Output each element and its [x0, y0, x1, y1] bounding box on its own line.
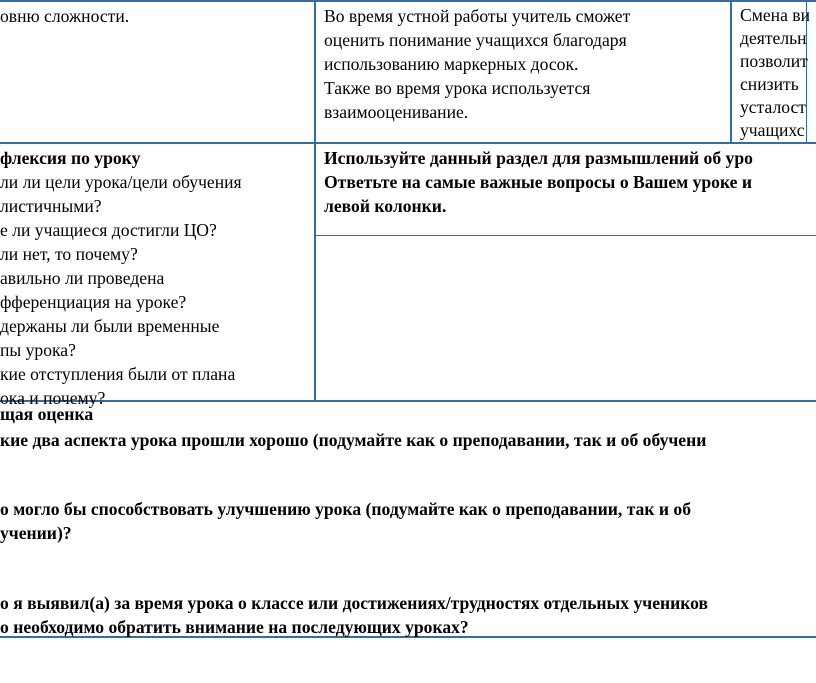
row1-right-line: усталост: [740, 97, 806, 117]
reflection-question-line: ока и почему?: [0, 388, 106, 408]
reflection-inner-divider: [316, 235, 816, 236]
summary-question-line: учении)?: [0, 523, 72, 543]
reflection-instruction-line: Ответьте на самые важные вопросы о Вашем уроке и: [324, 172, 753, 192]
row1-right-line: деятельн: [740, 28, 807, 48]
row1-middle-line: Также во время урока используется: [324, 78, 591, 98]
row1-left-line: овню сложности.: [0, 6, 130, 26]
row1-middle-line: оценить понимание учащихся благодаря: [324, 30, 627, 50]
row1-right-line: позволит: [740, 51, 808, 71]
reflection-question-line: фференциация на уроке?: [0, 292, 187, 312]
summary-question-line: о могло бы способствовать улучшению урока (подумайте как о преподавании, так и об: [0, 499, 692, 519]
reflection-question-line: пы урока?: [0, 340, 76, 360]
reflection-questions-cell: [0, 146, 242, 410]
table-border-row1-bottom: [0, 142, 816, 144]
summary-question-2: [0, 497, 691, 545]
row1-right-line: Смена ви: [740, 5, 811, 25]
reflection-question-line: е ли учащиеся достигли ЦО?: [0, 220, 217, 240]
row1-left-cell: [0, 4, 129, 28]
row1-middle-line: Во время устной работы учитель сможет: [324, 6, 631, 26]
summary-question-line: о я выявил(а) за время урока о классе или достижениях/трудностях отдельных учеников: [0, 593, 709, 613]
reflection-question-line: ли ли цели урока/цели обучения: [0, 172, 242, 192]
reflection-question-line: кие отступления были от плана: [0, 364, 236, 384]
row1-right-cell: [740, 4, 810, 142]
row1-middle-line: взаимооценивание.: [324, 102, 469, 122]
row1-right-line: снизить: [740, 74, 799, 94]
row1-middle-line: использованию маркерных досок.: [324, 54, 579, 74]
reflection-question-line: ли нет, то почему?: [0, 244, 138, 264]
reflection-heading: флексия по уроку: [0, 148, 141, 168]
reflection-instruction-line: левой колонки.: [324, 196, 447, 216]
row1-right-line: учащихс: [740, 120, 805, 140]
reflection-instruction-cell: [324, 146, 753, 218]
summary-question-3: [0, 591, 708, 639]
column-divider-1: [314, 0, 316, 401]
reflection-question-line: авильно ли проведена: [0, 268, 165, 288]
reflection-question-line: листичными?: [0, 196, 102, 216]
reflection-question-line: держаны ли были временные: [0, 316, 220, 336]
table-border-top: [0, 0, 816, 2]
summary-question-1: [0, 428, 706, 452]
reflection-instruction-line: Используйте данный раздел для размышлений об уро: [324, 148, 753, 168]
summary-question-line: кие два аспекта урока прошли хорошо (подумайте как о преподавании, так и об обучени: [0, 430, 707, 450]
row1-middle-cell: [324, 4, 630, 124]
column-divider-2: [730, 0, 732, 143]
summary-question-line: о необходимо обратить внимание на последующих уроках?: [0, 617, 469, 637]
summary-title: щая оценка: [0, 404, 94, 424]
